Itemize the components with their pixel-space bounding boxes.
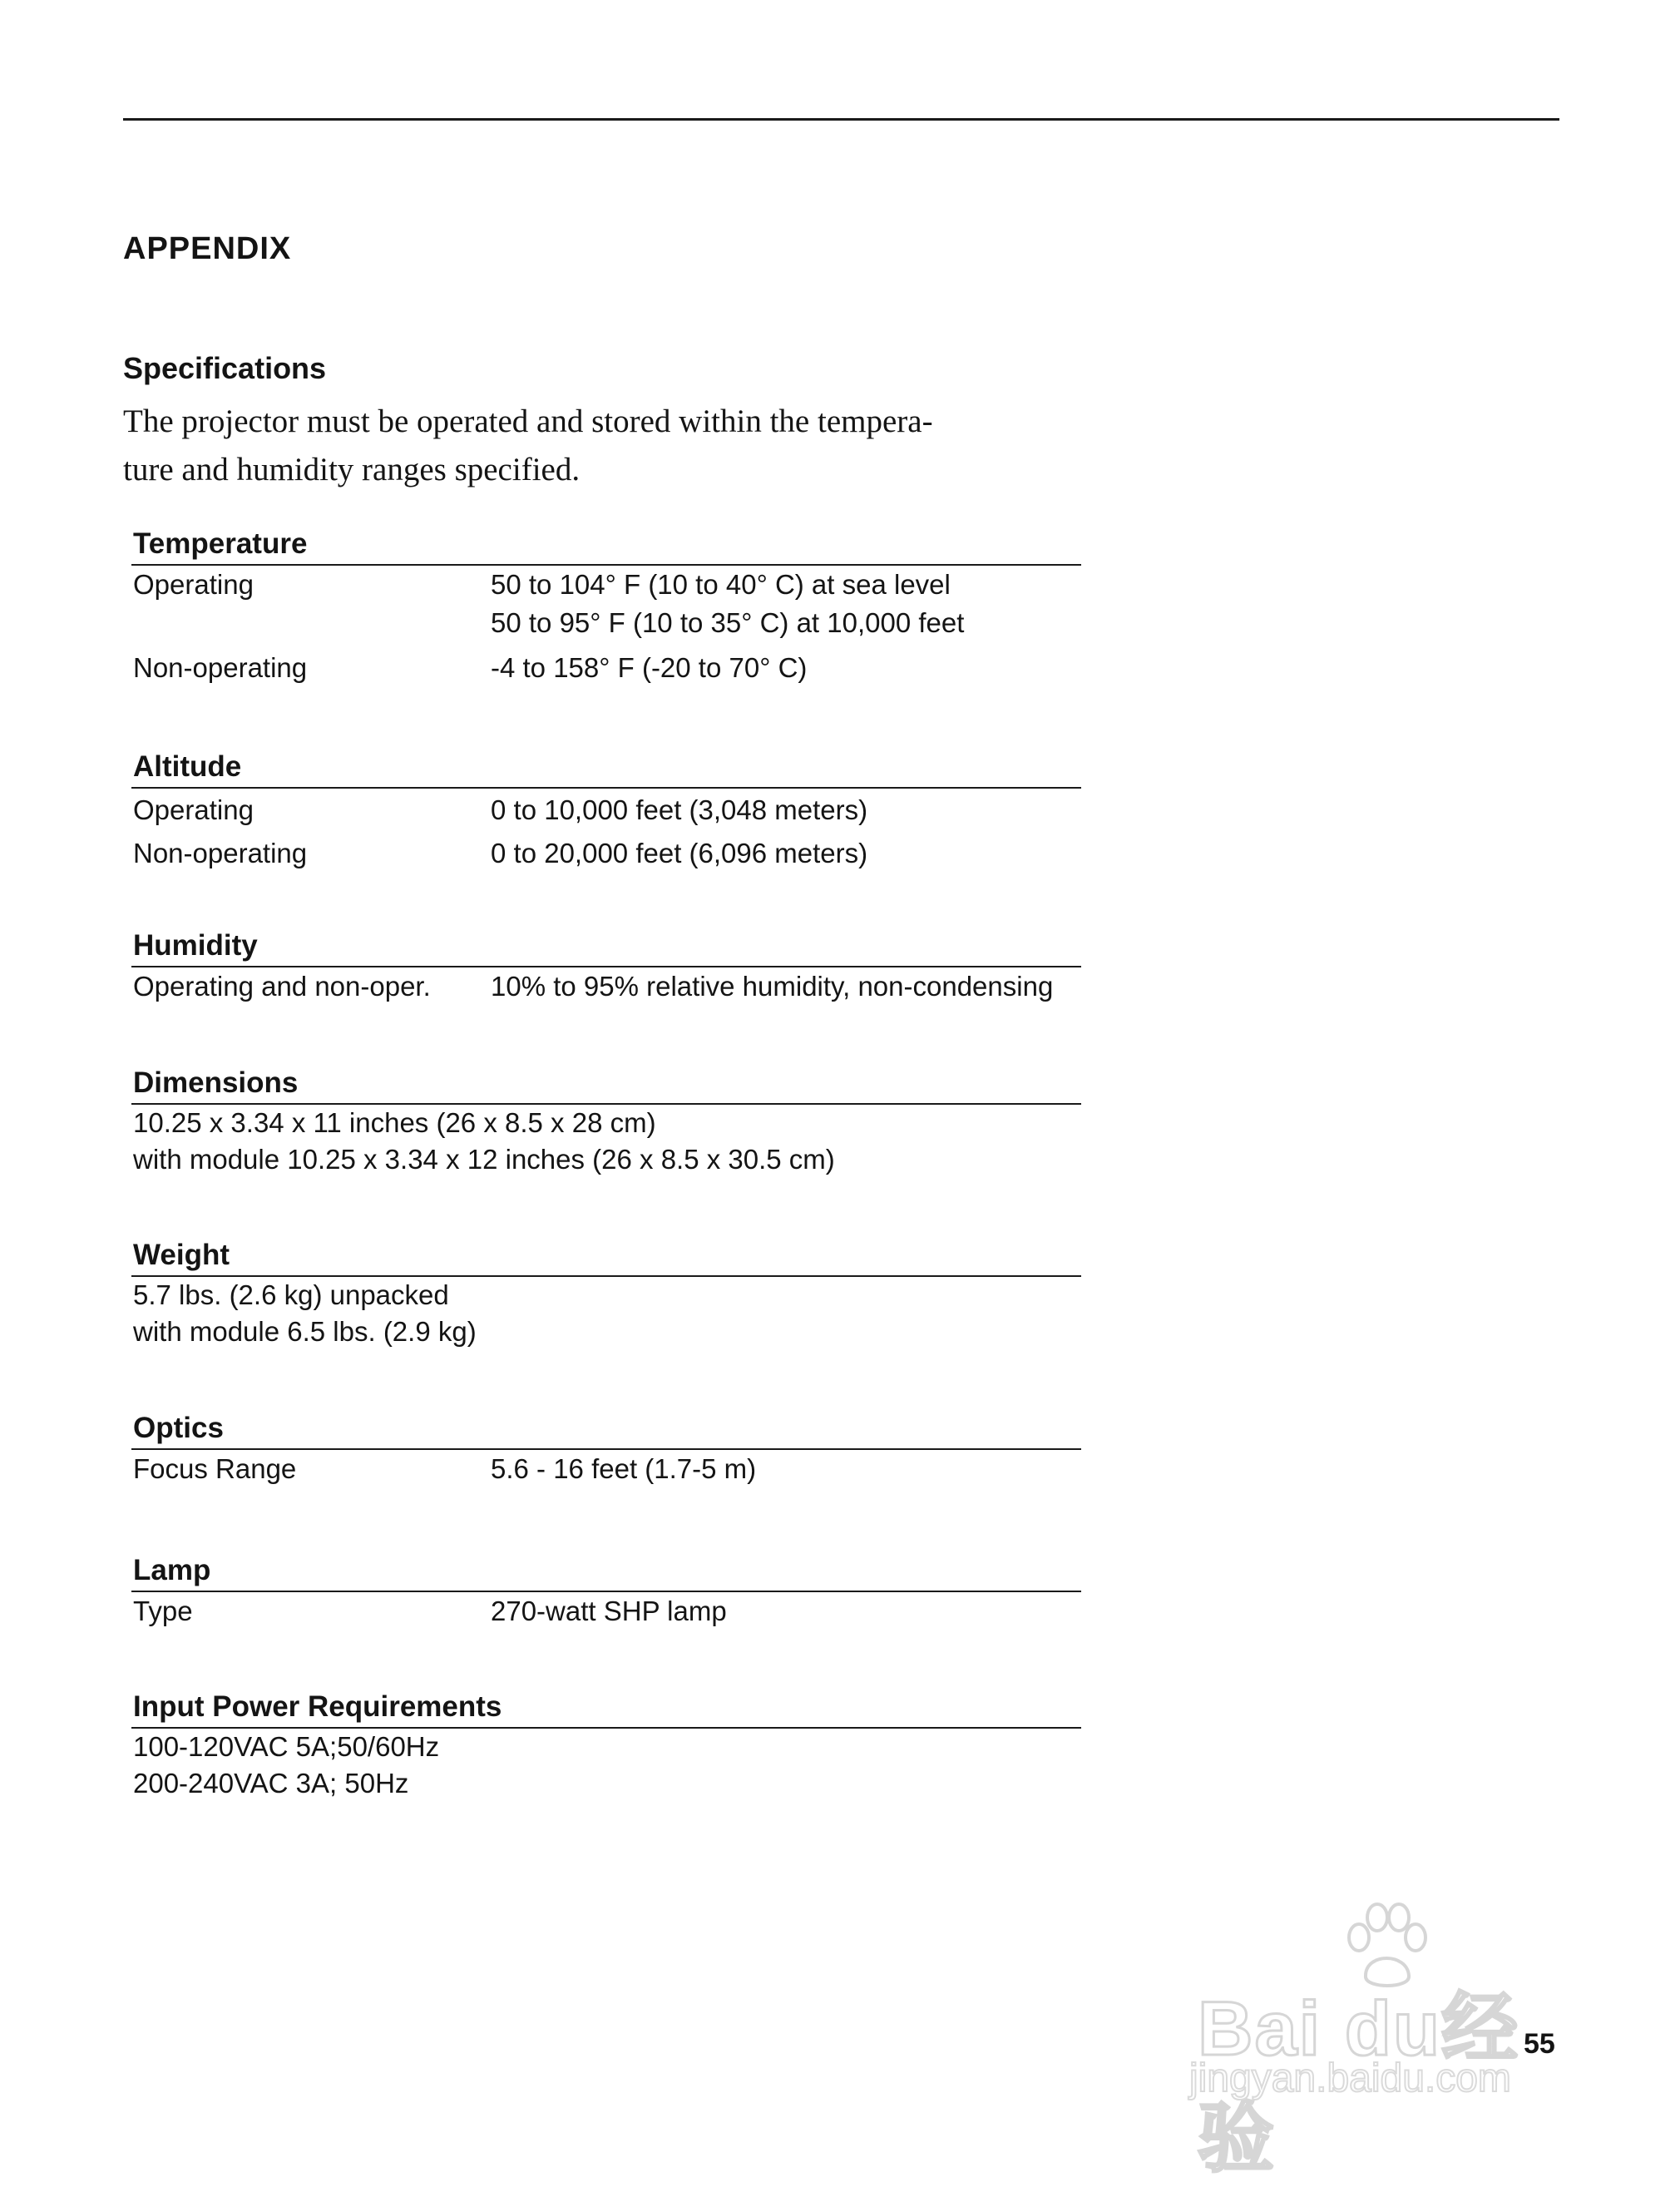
spec-line: 5.7 lbs. (2.6 kg) unpacked [133, 1279, 449, 1310]
spec-label: Operating and non-oper. [133, 971, 431, 1002]
intro-paragraph [123, 398, 1080, 494]
spec-row [133, 967, 1081, 1006]
watermark-brand-latin: Bai du [1198, 1987, 1442, 2071]
section-title: Input Power Requirements [133, 1690, 502, 1723]
optics-section [133, 1408, 1081, 1488]
spec-row [133, 566, 1081, 642]
spec-value: 50 to 104° F (10 to 40° C) at sea level [491, 569, 951, 600]
spec-value: 5.6 - 16 feet (1.7-5 m) [491, 1453, 757, 1484]
spec-label: Non-operating [133, 838, 308, 868]
humidity-section [133, 926, 1081, 1006]
input-power-section [133, 1687, 1081, 1802]
spec-row [133, 649, 1081, 687]
temperature-section [133, 524, 1081, 687]
spec-row [133, 1450, 1081, 1488]
spec-label: Type [133, 1596, 193, 1626]
spec-value: 50 to 95° F (10 to 35° C) at 10,000 feet [491, 607, 965, 638]
spec-row [133, 1592, 1081, 1630]
spec-values [491, 1450, 1081, 1488]
spec-row [133, 789, 1081, 832]
spec-line: 10.25 x 3.34 x 11 inches (26 x 8.5 x 28 cm) [133, 1107, 656, 1138]
watermark-url: jingyan.baidu.com [1189, 2056, 1511, 2100]
spec-value: 10% to 95% relative humidity, non-condensing [491, 971, 1054, 1002]
spec-label: Non-operating [133, 652, 308, 683]
spec-value: -4 to 158° F (-20 to 70° C) [491, 652, 808, 683]
intro-line: The projector must be operated and stored within the tempera- [123, 403, 933, 439]
spec-values [491, 967, 1081, 1006]
lamp-section [133, 1551, 1081, 1630]
spec-lines [133, 1277, 1081, 1350]
specifications-heading: Specifications [123, 351, 327, 385]
section-title: Dimensions [133, 1066, 299, 1099]
section-title: Altitude [133, 750, 242, 783]
spec-values [491, 1592, 1081, 1630]
spec-lines [133, 1729, 1081, 1802]
section-title: Optics [133, 1412, 224, 1444]
spec-line: with module 10.25 x 3.34 x 12 inches (26 x 8.5 x 30.5 cm) [133, 1144, 835, 1175]
spec-line: 100-120VAC 5A;50/60Hz [133, 1731, 440, 1762]
dimensions-section [133, 1063, 1081, 1178]
intro-line: ture and humidity ranges specified. [123, 452, 581, 487]
page-title: APPENDIX [123, 231, 292, 266]
spec-label: Operating [133, 794, 254, 825]
spec-row [133, 832, 1081, 875]
spec-lines [133, 1105, 1081, 1178]
section-title: Humidity [133, 929, 258, 962]
spec-value: 0 to 20,000 feet (6,096 meters) [491, 838, 868, 868]
spec-line: with module 6.5 lbs. (2.9 kg) [133, 1316, 477, 1347]
spec-value: 0 to 10,000 feet (3,048 meters) [491, 794, 868, 825]
watermark-brand-cjk: 经验 [1198, 1987, 1520, 2181]
altitude-section [133, 747, 1081, 875]
section-title: Temperature [133, 527, 308, 560]
section-title: Lamp [133, 1554, 211, 1586]
spec-values [491, 832, 1081, 875]
header-rule [123, 118, 1559, 121]
spec-label: Focus Range [133, 1453, 297, 1484]
baidu-watermark [1189, 1901, 1580, 2181]
spec-values [491, 649, 1081, 687]
spec-line: 200-240VAC 3A; 50Hz [133, 1768, 409, 1799]
weight-section [133, 1235, 1081, 1350]
section-title: Weight [133, 1239, 230, 1271]
page-number: 55 [1524, 2028, 1555, 2060]
spec-values [491, 789, 1081, 832]
spec-value: 270-watt SHP lamp [491, 1596, 727, 1626]
spec-values [491, 566, 1081, 642]
spec-label: Operating [133, 569, 254, 600]
